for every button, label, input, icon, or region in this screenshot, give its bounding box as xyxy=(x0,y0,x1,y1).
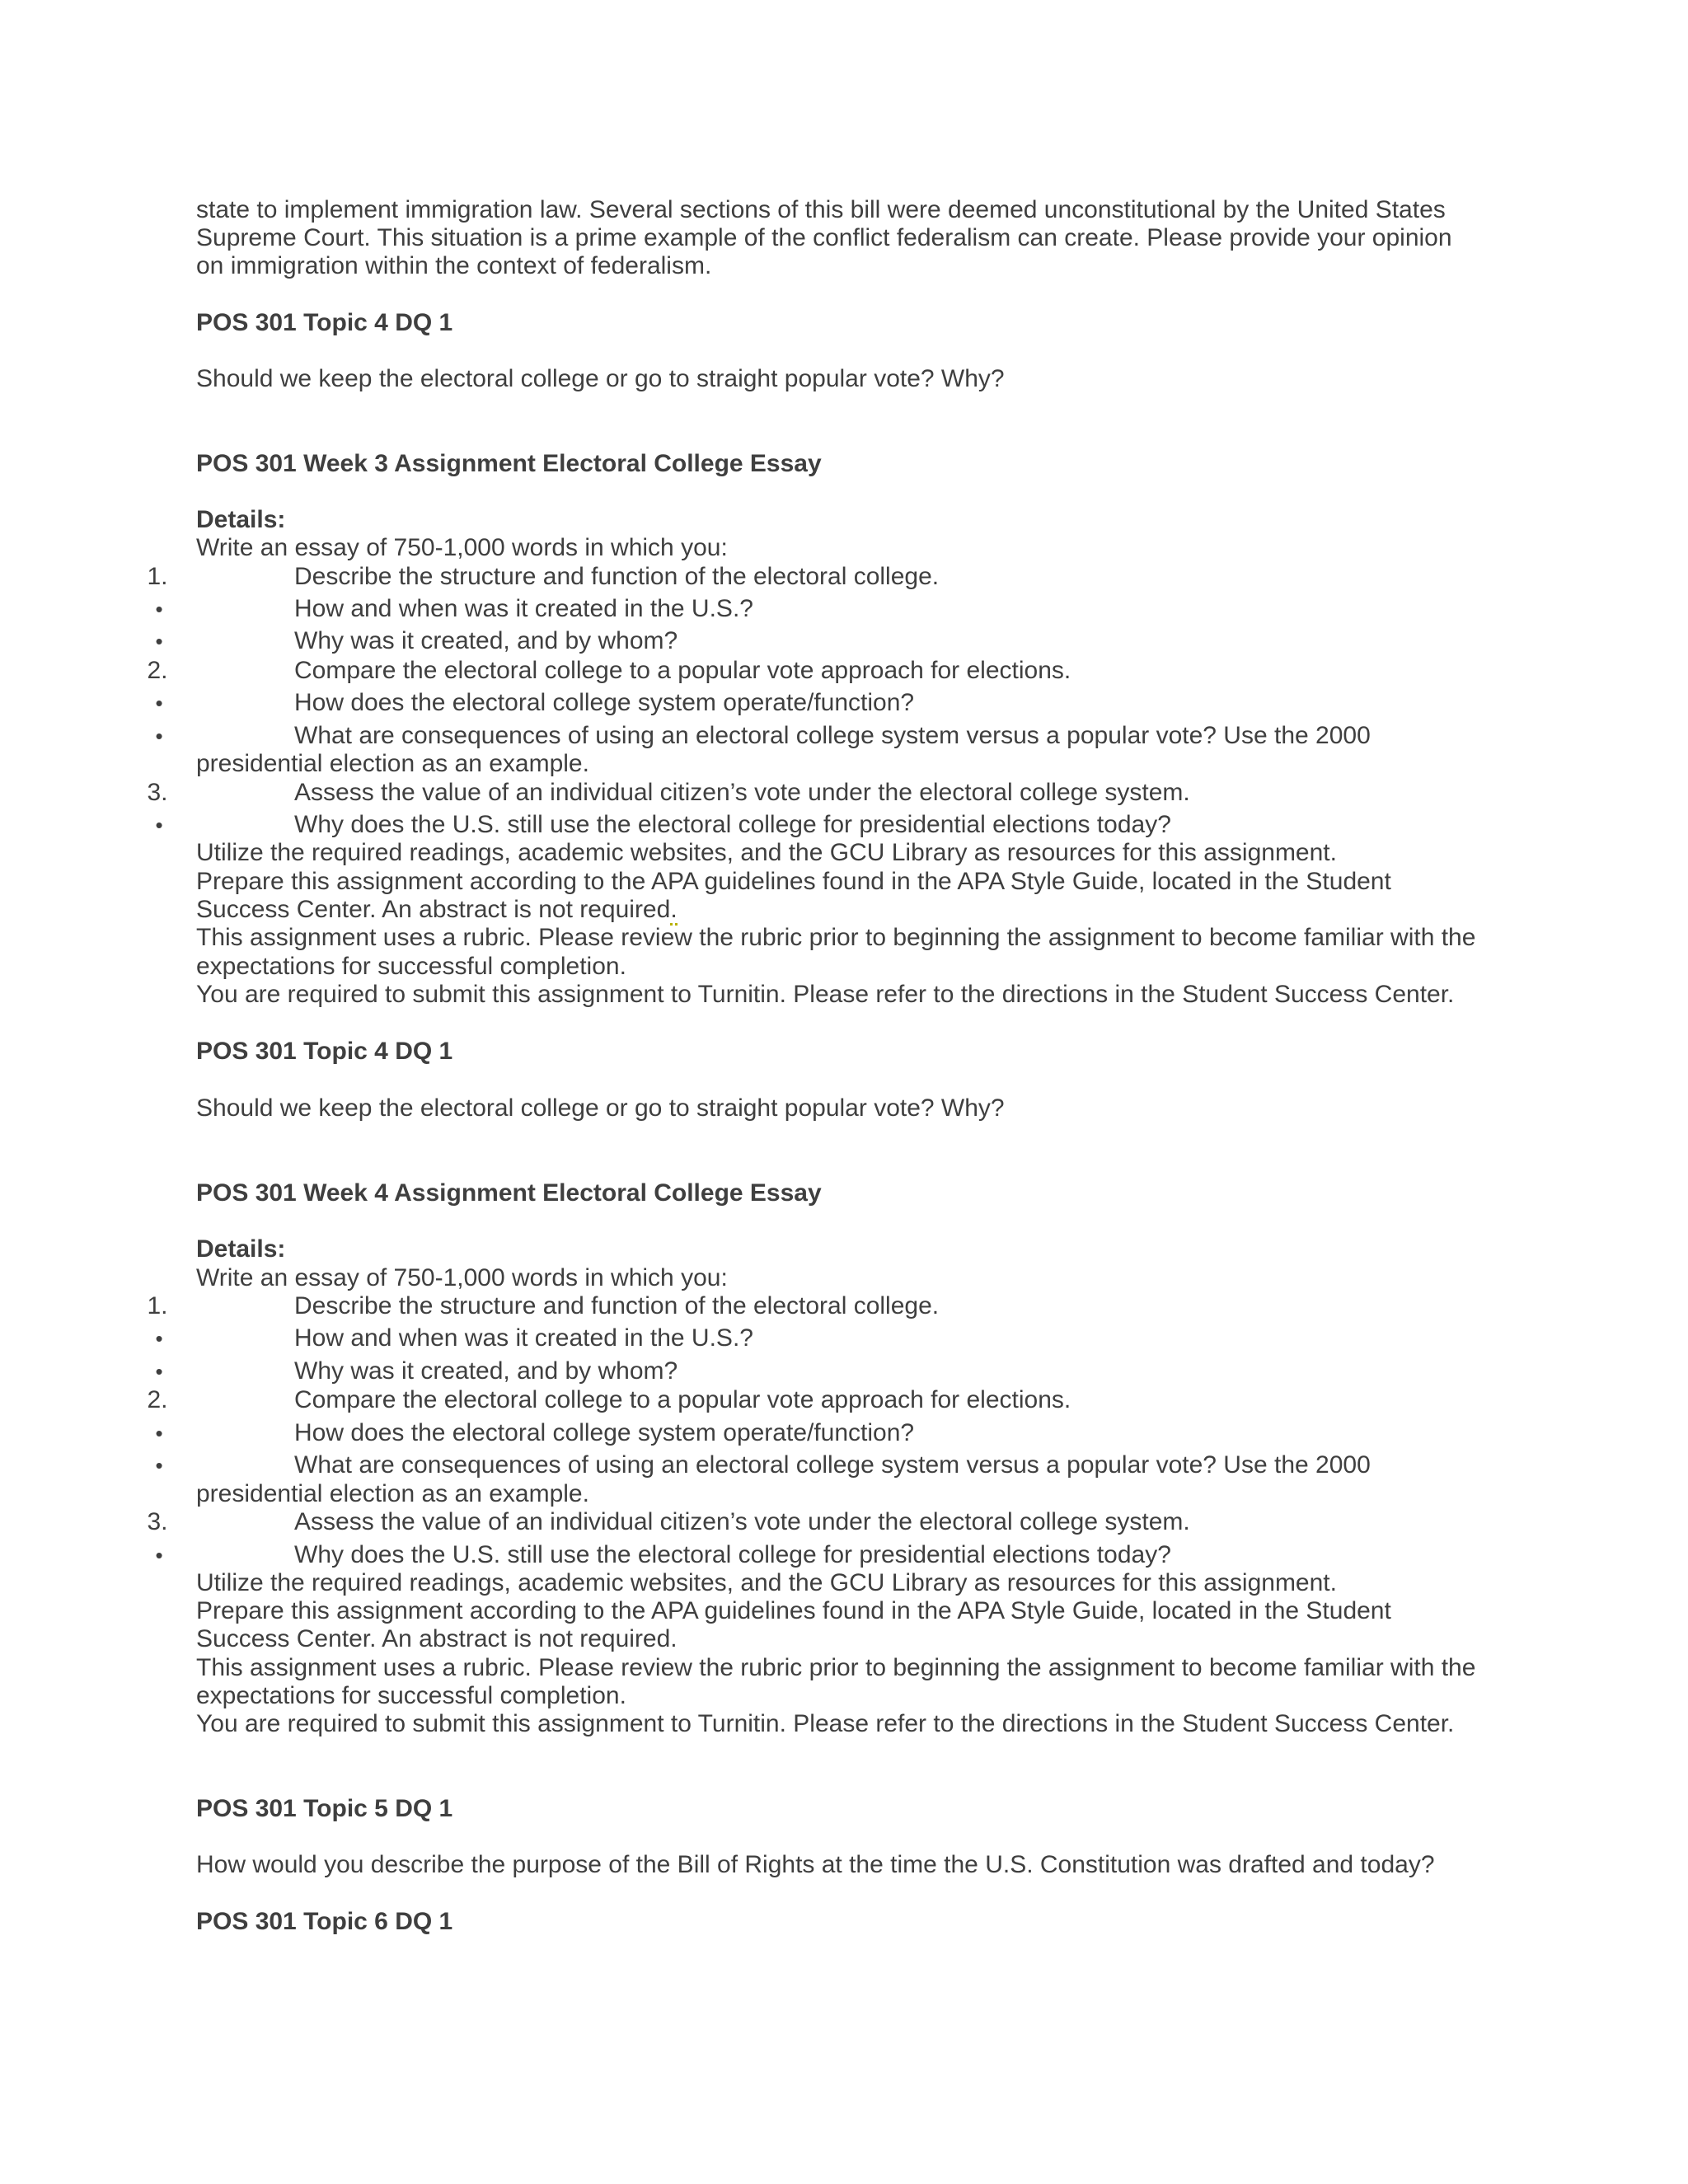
section-heading: POS 301 Topic 5 DQ 1 xyxy=(196,1795,453,1822)
list-item-text: Why does the U.S. still use the electoral college for presidential elections today? xyxy=(294,811,1171,838)
grammar-mark: . xyxy=(670,896,677,926)
list-item-text: Why was it created, and by whom? xyxy=(294,1357,678,1385)
list-item xyxy=(0,1292,1500,1322)
list-item-text: How and when was it created in the U.S.? xyxy=(294,595,753,622)
bullet-marker: • xyxy=(155,724,163,748)
list-item-text: What are consequences of using an electoral college system versus a popular vote? Use the 2000 xyxy=(294,1451,1371,1479)
list-item-text: Describe the structure and function of the electoral college. xyxy=(294,563,940,590)
list-item-text: Describe the structure and function of the electoral college. xyxy=(294,1292,940,1319)
section-heading: POS 301 Topic 4 DQ 1 xyxy=(196,309,453,336)
turnitin-text: You are required to submit this assignment to Turnitin. Please refer to the directions in the Student Success Center. xyxy=(196,1710,1455,1737)
rubric-text-line-1: This assignment uses a rubric. Please review the rubric prior to beginning the assignment to become familiar with the xyxy=(196,1654,1476,1681)
list-item xyxy=(0,1451,1500,1481)
prepare-text-line-1: Prepare this assignment according to the APA guidelines found in the APA Style Guide, located in the Student xyxy=(196,868,1391,895)
list-marker: 3. xyxy=(147,1508,168,1535)
section-heading: POS 301 Week 3 Assignment Electoral College Essay xyxy=(196,450,822,477)
bullet-marker: • xyxy=(155,597,163,621)
list-item xyxy=(0,627,1500,657)
assignment-intro: Write an essay of 750-1,000 words in which you: xyxy=(196,534,728,561)
list-marker: 2. xyxy=(147,657,168,684)
prepare-text-line-2 xyxy=(196,896,678,925)
list-item xyxy=(0,1541,1500,1571)
list-item-text: How and when was it created in the U.S.? xyxy=(294,1324,753,1352)
list-marker: 3. xyxy=(147,779,168,806)
intro-line-3: on immigration within the context of federalism. xyxy=(196,252,712,279)
list-item-continuation: presidential election as an example. xyxy=(196,1480,589,1507)
list-item-text: Compare the electoral college to a popular vote approach for elections. xyxy=(294,657,1071,684)
bullet-marker: • xyxy=(155,691,163,715)
list-item-text: Assess the value of an individual citizen’s vote under the electoral college system. xyxy=(294,779,1190,806)
list-item-text: Compare the electoral college to a popular vote approach for elections. xyxy=(294,1386,1071,1413)
rubric-text-line-1: This assignment uses a rubric. Please review the rubric prior to beginning the assignment to become familiar with the xyxy=(196,924,1476,951)
prepare-text-main: Success Center. An abstract is not required xyxy=(196,896,671,923)
list-item xyxy=(0,722,1500,752)
list-item-text: How does the electoral college system operate/function? xyxy=(294,1419,915,1446)
list-item xyxy=(0,1508,1500,1538)
list-item-text: Assess the value of an individual citizen’s vote under the electoral college system. xyxy=(294,1508,1190,1535)
assignment-intro: Write an essay of 750-1,000 words in which you: xyxy=(196,1264,728,1291)
intro-line-2: Supreme Court. This situation is a prime example of the conflict federalism can create. Please provide your opinion xyxy=(196,224,1452,251)
bullet-marker: • xyxy=(155,1326,163,1351)
section-heading: POS 301 Week 4 Assignment Electoral College Essay xyxy=(196,1179,822,1207)
discussion-question: How would you describe the purpose of the Bill of Rights at the time the U.S. Constitution was drafted and today? xyxy=(196,1851,1435,1878)
section-heading: POS 301 Topic 4 DQ 1 xyxy=(196,1038,453,1065)
list-item xyxy=(0,595,1500,625)
turnitin-text: You are required to submit this assignment to Turnitin. Please refer to the directions in the Student Success Center. xyxy=(196,981,1455,1008)
list-marker: 1. xyxy=(147,1292,168,1319)
discussion-question: Should we keep the electoral college or go to straight popular vote? Why? xyxy=(196,365,1005,392)
list-item xyxy=(0,563,1500,593)
list-marker: 2. xyxy=(147,1386,168,1413)
list-item-continuation: presidential election as an example. xyxy=(196,750,589,777)
prepare-text-line-1: Prepare this assignment according to the APA guidelines found in the APA Style Guide, located in the Student xyxy=(196,1597,1391,1624)
list-item xyxy=(0,657,1500,687)
list-item xyxy=(0,1324,1500,1354)
list-item-text: What are consequences of using an electoral college system versus a popular vote? Use the 2000 xyxy=(294,722,1371,749)
list-item xyxy=(0,779,1500,808)
list-item-text: Why was it created, and by whom? xyxy=(294,627,678,654)
list-item xyxy=(0,811,1500,841)
bullet-marker: • xyxy=(155,1421,163,1446)
bullet-marker: • xyxy=(155,629,163,654)
section-heading: POS 301 Topic 6 DQ 1 xyxy=(196,1908,453,1935)
rubric-text-line-2: expectations for successful completion. xyxy=(196,953,626,980)
list-item xyxy=(0,1357,1500,1387)
list-marker: 1. xyxy=(147,563,168,590)
utilize-text: Utilize the required readings, academic websites, and the GCU Library as resources for this assignment. xyxy=(196,1569,1337,1596)
utilize-text: Utilize the required readings, academic websites, and the GCU Library as resources for this assignment. xyxy=(196,839,1337,866)
bullet-marker: • xyxy=(155,1359,163,1384)
list-item-text: Why does the U.S. still use the electoral college for presidential elections today? xyxy=(294,1541,1171,1568)
list-item xyxy=(0,1386,1500,1416)
list-item xyxy=(0,1419,1500,1449)
intro-line-1: state to implement immigration law. Several sections of this bill were deemed unconstitutional by the United States xyxy=(196,196,1446,223)
details-label: Details: xyxy=(196,1235,286,1263)
details-label: Details: xyxy=(196,506,286,533)
rubric-text-line-2: expectations for successful completion. xyxy=(196,1682,626,1709)
list-item xyxy=(0,689,1500,719)
list-item-text: How does the electoral college system operate/function? xyxy=(294,689,915,716)
bullet-marker: • xyxy=(155,813,163,837)
bullet-marker: • xyxy=(155,1453,163,1478)
discussion-question: Should we keep the electoral college or go to straight popular vote? Why? xyxy=(196,1094,1005,1122)
bullet-marker: • xyxy=(155,1543,163,1568)
prepare-text-line-2: Success Center. An abstract is not required. xyxy=(196,1625,678,1652)
